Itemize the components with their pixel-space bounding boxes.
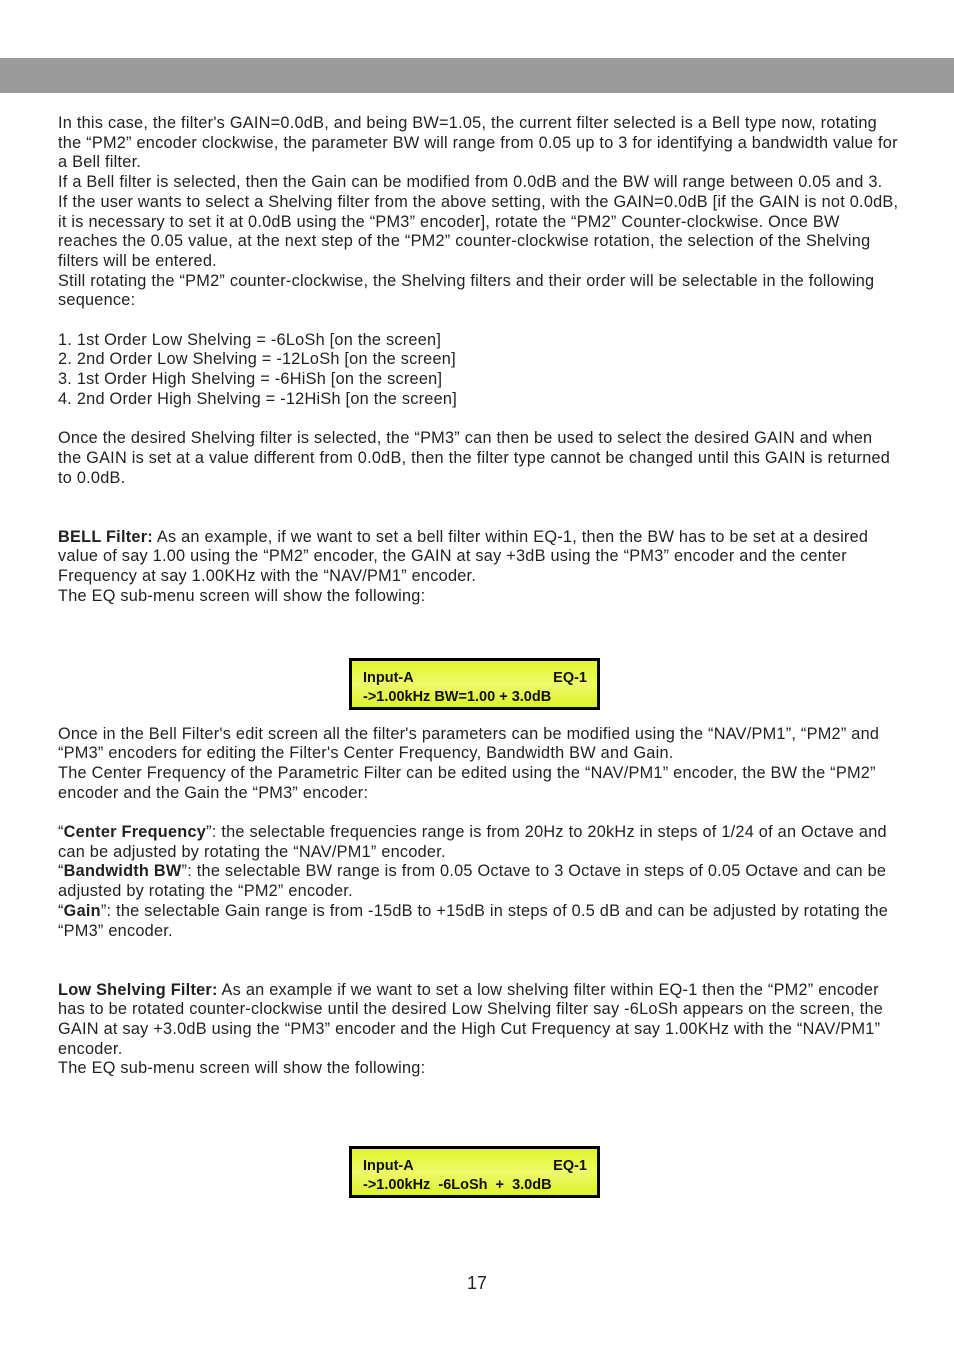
bell-screen-intro: The EQ sub-menu screen will show the following: — [58, 586, 426, 605]
low-shelving-text: As an example if we want to set a low shelving filter within EQ-1 then the “PM2” encoder has to be rotated counter-clockwise until the desired Low Shelving filter say -6LoSh appears on the screen, the GAIN at say +3.0dB using the “PM3” encoder and the High Cut Frequency at say 1.00KHz with the “NAV/PM1” encoder. — [58, 980, 884, 1058]
lcd-eq-label: EQ-1 — [553, 670, 587, 686]
intro-paragraph-4: Still rotating the “PM2” counter-clockwise, the Shelving filters and their order will be selectable in the following sequence: — [58, 271, 875, 310]
sequence-item: 1. 1st Order Low Shelving = -6LoSh [on the screen] — [58, 330, 442, 349]
lcd-parameter-line: ->1.00kHz -6LoSh + 3.0dB — [363, 1177, 552, 1193]
low-shelving-heading: Low Shelving Filter: — [58, 980, 218, 999]
lcd-screen-low-shelving — [349, 1146, 600, 1198]
param-item-center-frequency: “Center Frequency”: the selectable frequencies range is from 20Hz to 20kHz in steps of 1/24 of an Octave and can be adjusted by rotating the “NAV/PM1” encoder. — [58, 823, 887, 861]
param-item-bandwidth: “Bandwidth BW”: the selectable BW range is from 0.05 Octave to 3 Octave in steps of 0.05 Octave and can be adjusted by rotating the “PM2” encoder. — [58, 862, 887, 901]
edit-paragraph-2: The Center Frequency of the Parametric Filter can be edited using the “NAV/PM1” encoder, the BW the “PM2” encoder and the Gain the “PM3” encoder: — [58, 763, 876, 802]
edit-paragraph-1: Once in the Bell Filter's edit screen all the filter's parameters can be modified using the “NAV/PM1”, “PM2” and “PM3” encoders for editing the Filter's Center Frequency, Bandwidth BW and Gain. — [58, 724, 880, 763]
low-shelving-screen-intro: The EQ sub-menu screen will show the following: — [58, 1059, 426, 1078]
lcd-input-label: Input-A — [363, 670, 414, 686]
param-term: Gain — [63, 901, 101, 920]
low-shelving-paragraph — [58, 981, 900, 1060]
intro-paragraph-1: In this case, the filter's GAIN=0.0dB, and being BW=1.05, the current filter selected is a Bell type now, rotating the “PM2” encoder clockwise, the parameter BW will range from 0.05 up to 3 for identifying a bandwidth value for a Bell filter. — [58, 114, 898, 172]
sequence-item: 3. 1st Order High Shelving = -6HiSh [on the screen] — [58, 370, 443, 389]
param-term: Bandwidth BW — [63, 862, 182, 881]
param-item-gain: “Gain”: the selectable Gain range is from -15dB to +15dB in steps of 0.5 dB and can be adjusted by rotating the “PM3” encoder. — [58, 901, 889, 940]
bell-filter-heading: BELL Filter: — [58, 527, 153, 546]
intro-paragraph-2: If a Bell filter is selected, then the Gain can be modified from 0.0dB and the BW will range between 0.05 and 3. — [58, 173, 883, 192]
intro-paragraph-3: If the user wants to select a Shelving filter from the above setting, with the GAIN=0.0dB [if the GAIN is not 0.0dB, it is necessary to set it at 0.0dB using the “PM3” encoder], rotate the “PM2” Counter-clockwise. Once BW reaches the 0.05 value, at the next step of the “PM2” counter-clockwise rotation, the selection of the Shelving filters will be entered. — [58, 192, 899, 270]
shelving-note: Once the desired Shelving filter is selected, the “PM3” can then be used to select the desired GAIN and when the GAIN is set at a value different from 0.0dB, then the filter type cannot be changed until this GAIN is returned to 0.0dB. — [58, 429, 891, 487]
page-number: 17 — [466, 1273, 488, 1293]
lcd-input-label: Input-A — [363, 1158, 414, 1174]
sequence-item: 2. 2nd Order Low Shelving = -12LoSh [on the screen] — [58, 350, 456, 369]
page-body — [58, 114, 900, 1079]
bell-filter-text: As an example, if we want to set a bell filter within EQ-1, then the BW has to be set at a desired value of say 1.00 using the “PM2” encoder, the GAIN at say +3dB using the “PM3” encoder and the center Frequency at say 1.00KHz with the “NAV/PM1” encoder. — [58, 527, 869, 586]
lcd-screen-bell — [349, 658, 600, 710]
sequence-item: 4. 2nd Order High Shelving = -12HiSh [on the screen] — [58, 389, 457, 408]
lcd-eq-label: EQ-1 — [553, 1158, 587, 1174]
lcd-parameter-line: ->1.00kHz BW=1.00 + 3.0dB — [363, 689, 552, 705]
param-term: Center Frequency — [63, 823, 207, 842]
header-bar — [0, 58, 954, 93]
bell-filter-paragraph — [58, 528, 900, 587]
